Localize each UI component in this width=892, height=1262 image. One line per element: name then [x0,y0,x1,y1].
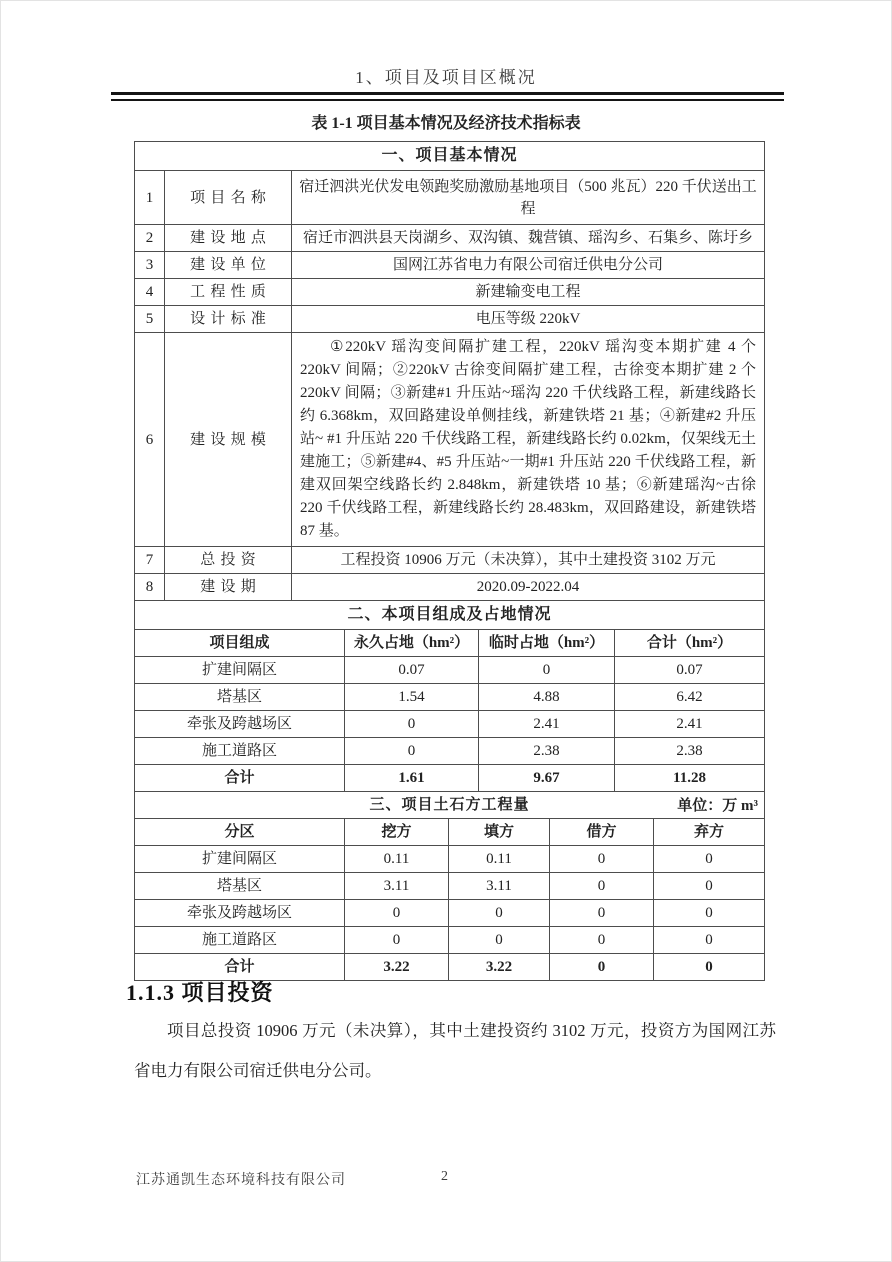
column-header: 项目组成 [135,630,345,657]
cell-value: 3.11 [449,873,550,900]
row-number: 3 [135,252,165,279]
row-label: 施工道路区 [135,738,345,765]
table-row [135,171,765,225]
section3-header-row [135,792,765,819]
table-row [135,547,765,574]
section2-title: 二、本项目组成及占地情况 [135,601,765,630]
section1-title: 一、项目基本情况 [135,142,765,171]
row-value: 新建输变电工程 [292,279,765,306]
row-label: 建设规模 [165,333,292,547]
cell-value: 2.41 [479,711,615,738]
footer-page-number: 2 [441,1169,448,1184]
table-row [135,711,765,738]
row-number: 5 [135,306,165,333]
cell-value: 0 [550,927,654,954]
table-row [135,333,765,547]
table-row [135,252,765,279]
row-number: 6 [135,333,165,547]
column-header: 分区 [135,819,345,846]
row-number: 8 [135,574,165,601]
cell-value: 6.42 [615,684,765,711]
cell-value: 0 [654,927,765,954]
column-header: 挖方 [345,819,449,846]
row-number: 2 [135,225,165,252]
row-value: 宿迁市泗洪县天岗湖乡、双沟镇、魏营镇、瑶沟乡、石集乡、陈圩乡 [292,225,765,252]
column-header-row [135,819,765,846]
row-label: 建设单位 [165,252,292,279]
column-header: 弃方 [654,819,765,846]
row-number: 4 [135,279,165,306]
cell-value: 0 [654,954,765,981]
row-label: 建设期 [165,574,292,601]
cell-value: 2.38 [615,738,765,765]
cell-value: 0 [449,927,550,954]
table-row [135,225,765,252]
cell-value: 0.11 [449,846,550,873]
cell-value: 0 [654,846,765,873]
section1-table [134,141,765,601]
row-label: 建设地点 [165,225,292,252]
cell-value: 0 [550,873,654,900]
header-double-rule [111,92,784,101]
cell-value: 0 [345,900,449,927]
cell-value: 0 [550,954,654,981]
section3-title: 三、项目土石方工程量 [369,797,530,813]
cell-value: 0 [550,846,654,873]
table-row [135,306,765,333]
indicator-table [134,141,764,981]
section3-table [134,791,765,981]
cell-value: 9.67 [479,765,615,792]
cell-value: 0.07 [345,657,479,684]
section2-header-row [135,601,765,630]
cell-value: 3.11 [345,873,449,900]
table-caption: 表 1-1 项目基本情况及经济技术指标表 [311,115,581,132]
table-row [135,279,765,306]
row-value: 2020.09-2022.04 [292,574,765,601]
section1-header-row [135,142,765,171]
row-label: 牵张及跨越场区 [135,900,345,927]
row-value: 电压等级 220kV [292,306,765,333]
column-header: 永久占地（hm²） [345,630,479,657]
row-label: 塔基区 [135,684,345,711]
table-row [135,846,765,873]
cell-value: 0 [654,873,765,900]
row-value: 宿迁泗洪光伏发电领跑奖励激励基地项目（500 兆瓦）220 千伏送出工程 [292,171,765,225]
row-label: 牵张及跨越场区 [135,711,345,738]
cell-value: 3.22 [345,954,449,981]
column-header: 临时占地（hm²） [479,630,615,657]
row-number: 1 [135,171,165,225]
cell-value: 0 [449,900,550,927]
cell-value: 0 [654,900,765,927]
total-row [135,765,765,792]
table-row [135,873,765,900]
table-row [135,657,765,684]
cell-value: 0 [550,900,654,927]
cell-value: 2.41 [615,711,765,738]
cell-value: 0 [345,711,479,738]
row-number: 7 [135,547,165,574]
body-paragraph: 项目总投资 10906 万元（未决算），其中土建投资约 3102 万元，投资方为国网江苏省电力有限公司宿迁供电分公司。 [134,1021,776,1080]
cell-value: 0 [479,657,615,684]
cell-value: 11.28 [615,765,765,792]
table-row [135,684,765,711]
row-value: 工程投资 10906 万元（未决算），其中土建投资 3102 万元 [292,547,765,574]
unit-label: 单位：万 m³ [677,798,759,814]
row-label: 总投资 [165,547,292,574]
cell-value: 0.11 [345,846,449,873]
construction-scale-text: ①220kV 瑶沟变间隔扩建工程，220kV 瑶沟变本期扩建 4 个 220kV 间隔；②220kV 古徐变间隔扩建工程，古徐变本期扩建 2 个 220kV 间隔；③新建#1 升压站~瑶沟 220 千伏线路工程，新建线路长约 6.368km，双回路建设单侧挂线，新建铁塔 21 基；④新建#2 升压站~ #1 升压站 220 千伏线路工程，新建线路长约 0.02km，仅架线无土建施工；⑤新建#4、#5 升压站~一期#1 升压站 220 千伏线路工程，新建双回架空线路长约 2.848km，新建铁塔 10 基；⑥新建瑶沟~古徐 220 千伏线路工程，新建线路长约 28.483km，双回路建设，新建铁塔 87 基。 [292,333,765,547]
cell-value: 4.88 [479,684,615,711]
table-row [135,574,765,601]
chapter-title: 1、项目及项目区概况 [355,68,537,87]
row-label: 设计标准 [165,306,292,333]
table-row [135,738,765,765]
section2-table [134,600,765,792]
table-row [135,900,765,927]
section3-title-cell [135,792,765,819]
column-header-row [135,630,765,657]
column-header: 合计（hm²） [615,630,765,657]
row-label: 塔基区 [135,873,345,900]
cell-value: 1.61 [345,765,479,792]
table-row [135,927,765,954]
row-label: 项目名称 [165,171,292,225]
row-label: 工程性质 [165,279,292,306]
total-label: 合计 [135,954,345,981]
cell-value: 3.22 [449,954,550,981]
cell-value: 0 [345,738,479,765]
cell-value: 1.54 [345,684,479,711]
total-label: 合计 [135,765,345,792]
cell-value: 0 [345,927,449,954]
footer-company: 江苏通凯生态环境科技有限公司 [136,1173,346,1188]
row-value: 国网江苏省电力有限公司宿迁供电分公司 [292,252,765,279]
column-header: 填方 [449,819,550,846]
section-heading: 1.1.3 项目投资 [126,980,274,1005]
row-label: 施工道路区 [135,927,345,954]
row-label: 扩建间隔区 [135,846,345,873]
row-label: 扩建间隔区 [135,657,345,684]
cell-value: 0.07 [615,657,765,684]
column-header: 借方 [550,819,654,846]
cell-value: 2.38 [479,738,615,765]
